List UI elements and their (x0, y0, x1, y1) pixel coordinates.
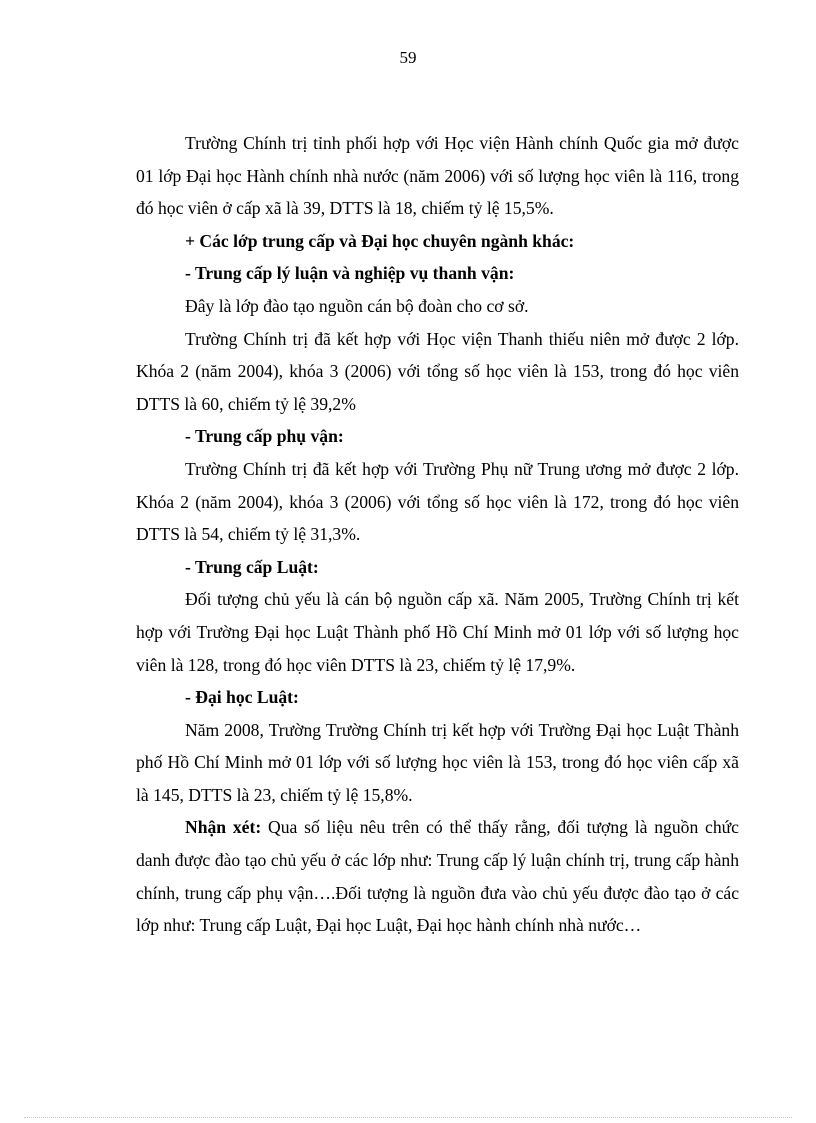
paragraph-women-stats: Trường Chính trị đã kết hợp với Trường Phụ nữ Trung ương mở được 2 lớp. Khóa 2 (năm 2004), khóa 3 (2006) với tổng số học viên là 172, trong đó học viên DTTS là 54, chiếm tỷ lệ 31,3%. (136, 458, 739, 545)
document-body (136, 127, 739, 942)
heading-youth-theory: - Trung cấp lý luận và nghiệp vụ thanh vận: (185, 263, 515, 284)
paragraph-law-intermediate: Đối tượng chủ yếu là cán bộ nguồn cấp xã. Năm 2005, Trường Chính trị kết hợp với Trường Đại học Luật Thành phố Hồ Chí Minh mở 01 lớp với số lượng học viên là 128, trong đó học viên DTTS là 23, chiếm tỷ lệ 17,9%. (136, 589, 739, 675)
paragraph-youth-purpose: Đây là lớp đào tạo nguồn cán bộ đoàn cho cơ sở. (185, 295, 529, 316)
heading-other-courses: + Các lớp trung cấp và Đại học chuyên ngành khác: (185, 230, 575, 251)
page-number: 59 (399, 48, 417, 67)
paragraph-intro: Trường Chính trị tỉnh phối hợp với Học viện Hành chính Quốc gia mở được 01 lớp Đại học Hành chính nhà nước (năm 2006) với số lượng học viên là 116, trong đó học viên ở cấp xã là 39, DTTS là 18, chiếm tỷ lệ 15,5%. (136, 133, 739, 219)
heading-law-intermediate: - Trung cấp Luật: (185, 556, 319, 577)
heading-law-university: - Đại học Luật: (185, 687, 299, 708)
remarks-text: Qua số liệu nêu trên có thể thấy rằng, đối tượng là nguồn chức danh được đào tạo chủ yếu ở các lớp như: Trung cấp lý luận chính trị, trung cấp hành chính, trung cấp phụ vận….Đối tượng là nguồn đưa vào chủ yếu được đào tạo ở các lớp như: Trung cấp Luật, Đại học Luật, Đại học hành chính nhà nước… (136, 817, 739, 936)
paragraph-remarks (136, 811, 739, 941)
page-bottom-divider (24, 1117, 792, 1118)
remarks-label: Nhận xét: (185, 817, 262, 838)
paragraph-youth-stats: Trường Chính trị đã kết hợp với Học viện Thanh thiếu niên mở được 2 lớp. Khóa 2 (năm 2004), khóa 3 (2006) với tổng số học viên là 153, trong đó học viên DTTS là 60, chiếm tỷ lệ 39,2% (136, 328, 739, 414)
heading-women-affairs: - Trung cấp phụ vận: (185, 426, 344, 447)
paragraph-law-university: Năm 2008, Trường Trường Chính trị kết hợp với Trường Đại học Luật Thành phố Hồ Chí Minh mở 01 lớp với số lượng học viên là 153, trong đó học viên cấp xã là 145, DTTS là 23, chiếm tỷ lệ 15,8%. (136, 719, 739, 805)
